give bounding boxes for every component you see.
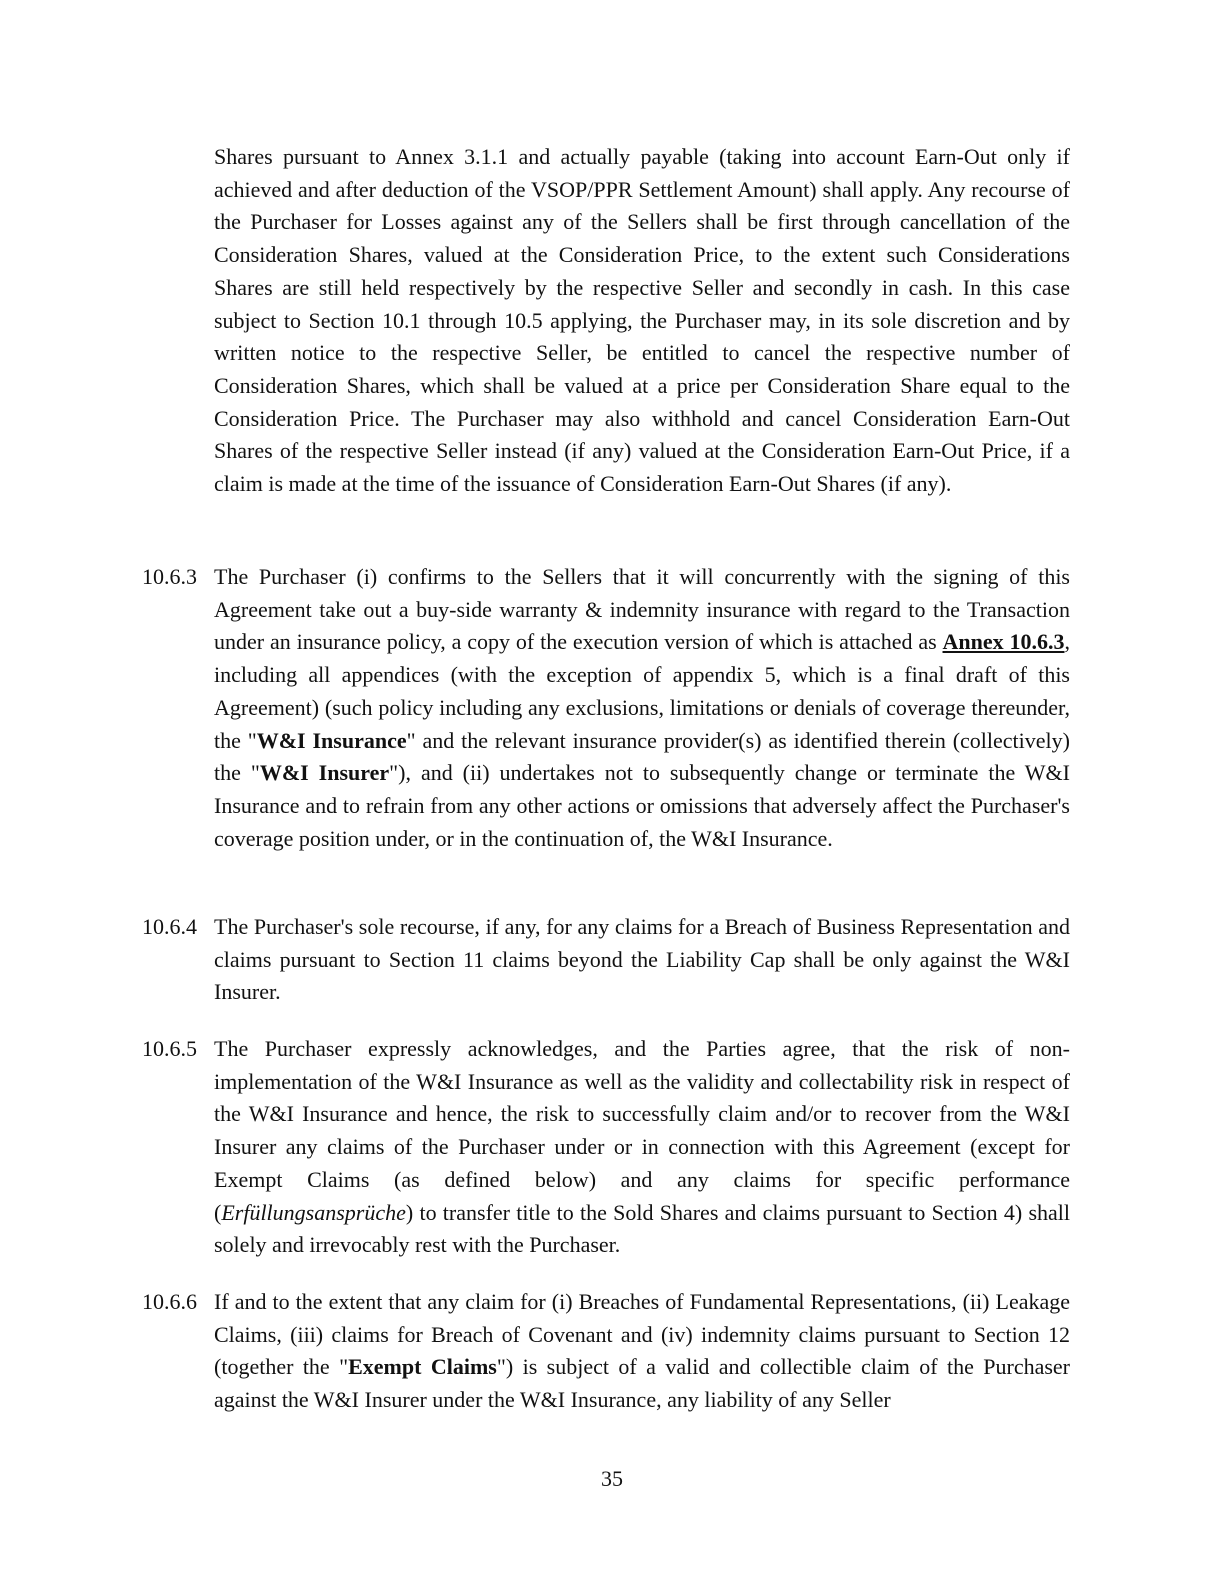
clause-number: 10.6.6 [142,1289,197,1314]
clause-text: The Purchaser expressly acknowledges, and the Parties agree, that the risk of non-implementation of the W&I Insurance as well as the validity and collectability risk in respect of the W&I Insurance and hence, the risk to successfully claim and/or to recover from the W&I Insurer any claims of the Purchaser under or in connection with this Agreement (except for Exempt Claims (as defined below) and any claims for specific performance (Erfüllungsansprüche) to transfer title to the Sold Shares and claims pursuant to Section 4) shall solely and irrevocably rest with the Purchaser. [214,1036,1070,1258]
defined-term-wi-insurance: W&I Insurance [256,727,407,753]
paragraph-continuation: Shares pursuant to Annex 3.1.1 and actually payable (taking into account Earn-Out only if achieved and after deduction of the VSOP/PPR Settlement Amount) shall apply. Any recourse of the Purchaser for Losses against any of the Sellers shall be first through cancellation of the Consideration Shares, valued at the Consideration Price, to the extent such Considerations Shares are still held respectively by the respective Seller and secondly in cash. In this case subject to Section 10.1 through 10.5 applying, the Purchaser may, in its sole discretion and by written notice to the respective Seller, be entitled to cancel the respective number of Consideration Shares, which shall be valued at a price per Consideration Share equal to the Consideration Price. The Purchaser may also withhold and cancel Consideration Earn-Out Shares of the respective Seller instead (if any) valued at the Consideration Earn-Out Price, if a claim is made at the time of the issuance of Consideration Earn-Out Shares (if any). [214,144,1070,497]
clause-number: 10.6.4 [142,914,197,939]
clause-text: If and to the extent that any claim for (i) Breaches of Fundamental Representations, (ii) Leakage Claims, (iii) claims for Breach of Covenant and (iv) indemnity claims pursuant to Section 12 (together the "Exempt Claims") is subject of a valid and collectible claim of the Purchaser against the W&I Insurer under the W&I Insurance, any liability of any Seller [214,1289,1071,1413]
clause-text: The Purchaser's sole recourse, if any, for any claims for a Breach of Business Representation and claims pursuant to Section 11 claims beyond the Liability Cap shall be only against the W&I Insurer. [214,914,1070,1005]
defined-term-wi-insurer: W&I Insurer [259,760,390,786]
defined-term-exempt-claims: Exempt Claims [348,1354,497,1380]
clause-text: The Purchaser (i) confirms to the Sellers that it will concurrently with the signing of this Agreement take out a buy-side warranty & indemnity insurance with regard to the Transaction under an insurance policy, a copy of the execution version of which is attached as Annex 10.6.3, including all appendices (with the exception of appendix 5, which is a final draft of this Agreement) (such policy including any exclusions, limitations or denials of coverage thereunder, the "W&I Insurance" and the relevant insurance provider(s) as identified therein (collectively) the "W&I Insurer"), and (ii) undertakes not to subsequently change or terminate the W&I Insurance and to refrain from any other actions or omissions that adversely affect the Purchaser's coverage position under, or in the continuation of, the W&I Insurance. [214,564,1070,851]
clause-number: 10.6.5 [142,1036,197,1061]
annex-reference: Annex 10.6.3 [942,629,1065,655]
italic-term: Erfüllungsansprüche [221,1199,406,1225]
page-number: 35 [601,1466,623,1491]
clause-number: 10.6.3 [142,564,197,589]
